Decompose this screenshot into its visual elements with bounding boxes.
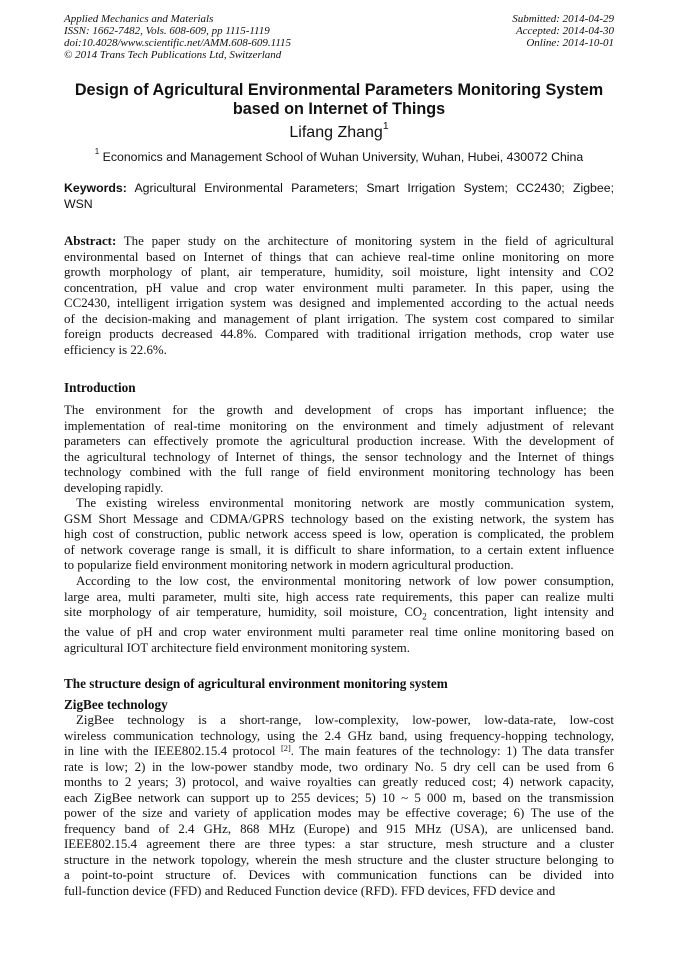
text-run: site morphology of air temperature, humidity, soil moisture, CO <box>64 605 423 620</box>
accepted-date: Accepted: 2014-04-30 <box>515 25 614 37</box>
text-line <box>64 806 614 822</box>
keywords-text: Agricultural Environmental Parameters; Smart Irrigation System; CC2430; Zigbee; <box>134 181 614 195</box>
text-run: ZigBee technology is a short-range, low-complexity, low-power, low-data-rate, low-cost <box>76 713 614 727</box>
author <box>0 121 678 142</box>
text-line <box>64 450 614 466</box>
text-line <box>64 419 614 435</box>
text-line <box>64 605 614 625</box>
text-line <box>64 250 614 266</box>
submitted-date: Submitted: 2014-04-29 <box>512 13 614 25</box>
text-run: developing rapidly. <box>64 480 164 495</box>
text-run: parameters can effectively promote the agricultural production increase. With the development of <box>64 434 614 449</box>
text-line <box>64 234 614 250</box>
text-line <box>64 403 614 419</box>
paper-title <box>40 81 638 119</box>
journal-info <box>64 13 291 61</box>
text-run: months to 2 years; 3) protocol, and waive royalties can greatly reduced cost; 4) network capacity, <box>64 775 614 790</box>
text-line <box>64 713 614 729</box>
doi: doi:10.4028/www.scientific.net/AMM.608-609.1115 <box>64 37 291 49</box>
text-run: The paper study on the architecture of monitoring system in the field of agricultural <box>116 234 614 248</box>
text-run: concentration, pH value and crop water environment multi parameter. In this paper, using the <box>64 280 614 295</box>
intro-paragraph-3 <box>64 574 614 656</box>
text-run: The existing wireless environmental monitoring network are mostly communication system, <box>76 496 614 511</box>
text-line <box>64 853 614 869</box>
text-line <box>64 744 614 760</box>
text-line <box>64 558 614 574</box>
keywords-text: WSN <box>64 196 93 211</box>
text-run: the value of pH and crop water environment multi parameter real time online monitoring based on <box>64 625 614 640</box>
text-run: environmental based on Internet of things that can achieve real-time online monitoring on more <box>64 249 614 264</box>
text-line <box>64 729 614 745</box>
text-line <box>64 434 614 450</box>
text-run: According to the low cost, the environmental monitoring network of low power consumption, <box>76 574 614 589</box>
author-name: Lifang Zhang <box>289 124 383 141</box>
text-run: of network coverage range is small, it is difficult to share information, to a certain extent influence <box>64 542 614 557</box>
section-heading: The structure design of agricultural environment monitoring system <box>64 676 448 691</box>
text-run: to popularize field environment monitoring network in modern agricultural production. <box>64 558 514 573</box>
text-line <box>64 868 614 884</box>
text-run: IEEE802.15.4 agreement there are three types: a star structure, mesh structure and a cluster <box>64 837 614 852</box>
affiliation-sup: 1 <box>94 147 100 156</box>
text-line <box>64 760 614 776</box>
zigbee-paragraph <box>64 713 614 900</box>
text-line <box>64 625 614 641</box>
affiliation <box>0 147 678 164</box>
text-line <box>64 496 614 512</box>
text-run: The environment for the growth and development of crops has important influence; the <box>64 403 614 417</box>
text-line <box>64 465 614 481</box>
text-run: efficiency is 22.6%. <box>64 342 167 357</box>
text-line <box>64 791 614 807</box>
text-run: CC2430, intelligent irrigation system was designed and implemented according to the actual needs <box>64 296 614 311</box>
keywords <box>64 181 614 212</box>
text-run: power of the size and variety of application modes may be effective coverage; 6) The use of the <box>64 806 614 821</box>
text-line <box>64 265 614 281</box>
text-line <box>64 641 614 657</box>
journal-name: Applied Mechanics and Materials <box>64 13 214 25</box>
author-sup: 1 <box>382 121 389 132</box>
text-run: wireless communication technology, using the 2.4 GHz band, using frequency-hopping technology, <box>64 728 614 743</box>
text-run: rate is low; 2) in the low-power standby mode, two ordinary No. 5 dry cell can be used from 6 <box>64 759 614 774</box>
text-line <box>64 343 614 359</box>
keywords-label: Keywords: <box>64 181 127 195</box>
text-run: frequency band of 2.4 GHz, 868 MHz (Europe) and 915 MHz (USA), are unlicensed band. <box>64 821 614 836</box>
sup-text: [2] <box>280 744 291 754</box>
online-date: Online: 2014-10-01 <box>526 37 614 49</box>
intro-paragraphs <box>64 403 614 656</box>
title-line: based on Internet of Things <box>232 100 446 118</box>
abstract <box>64 234 614 358</box>
text-line <box>64 481 614 497</box>
intro-paragraph-1 <box>64 403 614 496</box>
text-line <box>64 512 614 528</box>
text-run: high cost of construction, public network access speed is low, operation is complicated, the problem <box>64 527 614 542</box>
text-run: technology combined with the full range of field environment monitoring technology has been <box>64 465 614 480</box>
intro-heading: Introduction <box>64 380 136 395</box>
text-run: of the decision-making and management of plant irrigation. The system cost compared to similar <box>64 311 614 326</box>
text-run: in line with the IEEE802.15.4 protocol <box>64 744 281 759</box>
text-run: foreign products decreased 44.8%. Compared with traditional irrigation methods, crop water use <box>64 327 614 342</box>
text-run: growth morphology of plant, air temperature, humidity, soil moisture, light intensity and CO2 <box>64 265 614 280</box>
zigbee-heading: ZigBee technology <box>64 697 168 712</box>
text-run: agricultural IOT architecture field environment monitoring system. <box>64 640 410 655</box>
text-line <box>64 296 614 312</box>
title-line: Design of Agricultural Environmental Parameters Monitoring System <box>74 81 604 99</box>
text-run: large area, multi parameter, multi site, high access rate requirements, this paper can realize multi <box>64 589 614 604</box>
text-run: a point-to-point structure of. Devices with communication functions can be divided into <box>64 868 614 883</box>
text-line <box>64 574 614 590</box>
text-line <box>64 281 614 297</box>
text-line <box>64 312 614 328</box>
dates <box>512 13 614 49</box>
text-run: the agricultural technology of Internet of things, the sensor technology and the Internet of things <box>64 449 614 464</box>
text-run: structure in the network topology, wherein the mesh structure and the cluster structure belonging to <box>64 852 614 867</box>
text-line <box>64 884 614 900</box>
text-line <box>64 543 614 559</box>
text-line <box>64 327 614 343</box>
text-run: full-function device (FFD) and Reduced Function device (RFD). FFD devices, FFD device and <box>64 884 556 899</box>
text-run: each ZigBee network can support up to 255 devices; 5) 10 ~ 5 000 m, based on the transmission <box>64 790 614 805</box>
abstract-label: Abstract: <box>64 234 117 248</box>
text-line <box>64 527 614 543</box>
text-run: concentration, light intensity and <box>426 605 614 620</box>
text-line <box>64 822 614 838</box>
text-line <box>64 590 614 606</box>
issn: ISSN: 1662-7482, Vols. 608-609, pp 1115-1119 <box>64 25 270 37</box>
copyright: © 2014 Trans Tech Publications Ltd, Switzerland <box>64 49 282 61</box>
text-line <box>64 775 614 791</box>
text-run: . The main features of the technology: 1) The data transfer <box>290 744 614 759</box>
affiliation-text: Economics and Management School of Wuhan University, Wuhan, Hubei, 430072 China <box>102 150 584 164</box>
text-run: implementation of real-time monitoring on the environment and timely adjustment of relevant <box>64 418 614 433</box>
sub-text: 2 <box>422 611 427 622</box>
intro-paragraph-2 <box>64 496 614 574</box>
text-line <box>64 837 614 853</box>
text-run: GSM Short Message and CDMA/GPRS technology based on the existing network, the system has <box>64 511 614 526</box>
